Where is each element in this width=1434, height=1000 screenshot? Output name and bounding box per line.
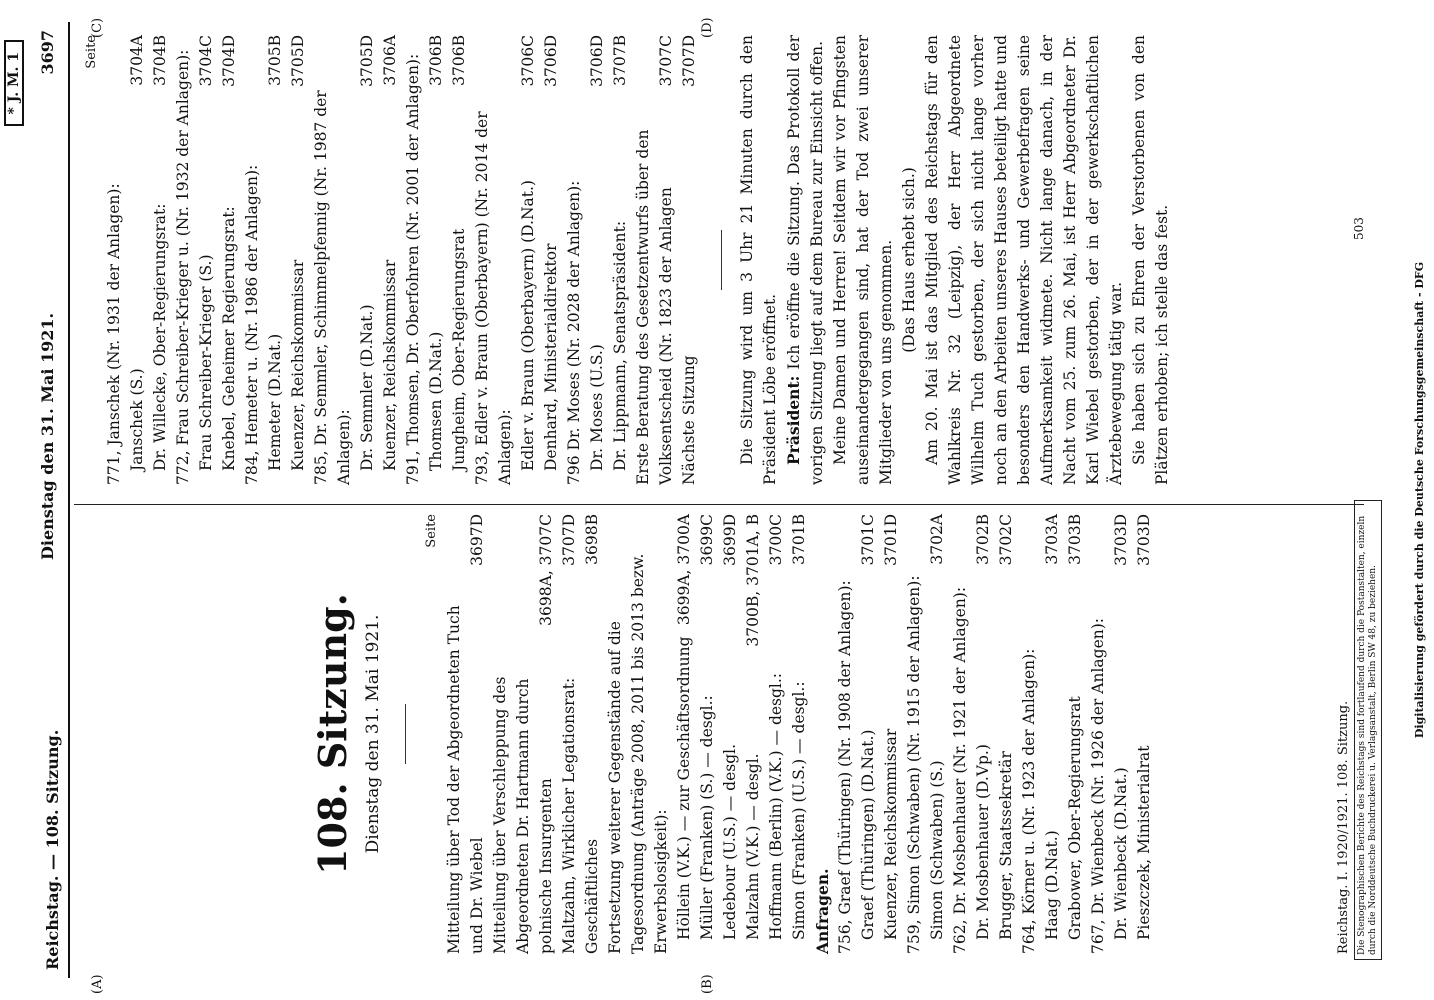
index-entry	[379, 35, 402, 485]
index-entry	[1041, 514, 1064, 954]
entry-text: Nächste Sitzung	[680, 355, 698, 485]
entry-page: 3707B	[611, 35, 629, 86]
entry-text: Thomsen (D.Nat.)	[427, 331, 445, 471]
index-entry	[926, 514, 949, 954]
entry-text: Dr. Willecke, Ober-Regierungsrat:	[151, 203, 169, 471]
index-entry	[218, 35, 241, 485]
entry-page: 3700C	[767, 514, 785, 566]
entry-text: 785, Dr. Semmler, Schimmelpfennig (Nr. 1987 der Anlagen):	[312, 90, 353, 485]
index-entry	[972, 514, 995, 954]
entry-page: 3697D	[468, 514, 486, 566]
entry-text: Erste Beratung des Gesetzentwurfs über den Volksentscheid (Nr. 1823 der Anlagen	[634, 129, 675, 485]
entry-page: 3702C	[997, 514, 1015, 566]
entry-page: 3704D	[220, 35, 238, 87]
index-entry	[788, 514, 811, 954]
entry-page: 3701D	[882, 514, 900, 566]
right-entry-list	[103, 35, 701, 485]
entry-page: 3704A	[128, 35, 146, 86]
entry-text: Edler v. Braun (Oberbayern) (D.Nat.)	[519, 180, 537, 471]
seite-label-right: Seite	[84, 35, 99, 69]
entry-text: Simon (Franken) (U.S.) — desgl.:	[790, 681, 808, 940]
column-divider	[74, 504, 1364, 505]
entry-text: Mitteilung über Tod der Abgeordneten Tuch und Dr. Wiebel	[445, 605, 486, 954]
entry-text: Malzahn (V.K.) — desgl.	[744, 753, 762, 940]
header-date: Dienstag den 31. Mai 1921.	[38, 312, 57, 560]
entry-page: 3703D	[1112, 514, 1130, 566]
entry-page: 3706B	[427, 35, 445, 86]
index-entry	[581, 514, 604, 954]
entry-page: 3707D	[680, 35, 698, 87]
entry-page: 3701B	[790, 514, 808, 565]
index-entry	[811, 514, 834, 954]
entry-text: 784, Hemeter u. (Nr. 1986 der Anlagen):	[243, 164, 261, 485]
entry-text: 793, Edler v. Braun (Oberbayern) (Nr. 2014 der Anlagen):	[473, 111, 514, 485]
entry-text: 764, Körner u. (Nr. 1923 der Anlagen):	[1020, 648, 1038, 954]
entry-text: Graef (Thüringen) (D.Nat.)	[859, 729, 877, 940]
entry-text: Pieszczek, Ministerialrat	[1135, 745, 1153, 940]
entry-page: 3699D	[721, 514, 739, 566]
library-stamp: * J. M. 1	[4, 40, 24, 126]
index-entry	[742, 514, 765, 954]
index-entry	[563, 35, 586, 485]
entry-text: Geschäftliches	[583, 838, 601, 954]
index-entry	[696, 514, 719, 954]
entry-text: Dr. Moses (U.S.)	[588, 344, 606, 471]
index-entry	[1018, 514, 1041, 954]
entry-text: Maltzahn, Wirklicher Legationsrat:	[560, 677, 578, 954]
entry-text: Frau Schreiber-Krieger (S.)	[197, 254, 215, 471]
entry-page: 3699A, 3700A	[675, 514, 693, 626]
entry-page: 3706D	[542, 35, 560, 87]
index-entry	[517, 35, 540, 485]
entry-text: Denhard, Ministerialdirektor	[542, 243, 560, 471]
entry-page: 3704B	[151, 35, 169, 86]
index-entry	[1064, 514, 1087, 954]
entry-page: 3698A, 3707C	[537, 514, 555, 626]
left-entry-list	[443, 514, 1156, 954]
index-entry	[241, 35, 264, 485]
index-entry	[471, 35, 517, 485]
speech-paragraph: Meine Damen und Herren! Seitdem wir vor Pfingsten auseinandergegangen sind, hat der Tod zwei unserer Mitglieder von uns genommen.	[831, 35, 895, 485]
entry-page: 3707C	[657, 35, 675, 87]
entry-text: Simon (Schwaben) (S.)	[928, 760, 946, 940]
entry-text: Dr. Wienbeck (D.Nat.)	[1112, 767, 1130, 940]
entry-page: 3703A	[1043, 514, 1061, 565]
entry-text: Dr. Lippmann, Senatspräsident:	[611, 220, 629, 471]
entry-page: 3701C	[859, 514, 877, 566]
entry-page: 3703D	[1135, 514, 1153, 566]
entry-text: Hemeter (D.Nat.)	[266, 333, 284, 471]
index-entry	[195, 35, 218, 485]
entry-text: Dr. Mosbenhauer (D.Vp.)	[974, 744, 992, 940]
index-entry	[1087, 514, 1110, 954]
index-entry	[765, 514, 788, 954]
right-column	[80, 35, 1174, 485]
index-entry	[834, 514, 857, 954]
index-entry	[356, 35, 379, 485]
entry-page: 3700B, 3701A, B	[744, 514, 762, 647]
margin-mark-d: (D)	[700, 17, 715, 38]
entry-text: 759, Simon (Schwaben) (Nr. 1915 der Anlagen):	[905, 575, 923, 954]
index-entry	[540, 35, 563, 485]
index-entry	[172, 35, 195, 485]
index-entry	[448, 35, 471, 485]
entry-text: Grabower, Ober-Regierungsrat	[1066, 696, 1084, 940]
index-entry	[586, 35, 609, 485]
header-left: Reichstag. — 108. Sitzung.	[42, 729, 62, 970]
margin-mark-b: (B)	[700, 974, 715, 994]
entry-text: Kuenzer, Reichskommissar	[381, 259, 399, 471]
entry-page: 3707D	[560, 514, 578, 566]
seite-label: Seite	[424, 514, 439, 548]
entry-text: Haag (D.Nat.)	[1043, 830, 1061, 940]
index-entry	[880, 514, 903, 954]
entry-text: 762, Dr. Mosbenhauer (Nr. 1921 der Anlagen):	[951, 586, 969, 954]
entry-page: 3704C	[197, 35, 215, 87]
entry-text: Dr. Semmler (D.Nat.)	[358, 304, 376, 471]
entry-page: 3706A	[381, 35, 399, 86]
index-entry	[287, 35, 310, 485]
page-number: 3697	[38, 30, 57, 75]
entry-text: Kuenzer, Reichskommissar	[882, 728, 900, 940]
entry-page: 3705B	[266, 35, 284, 86]
header-rule	[68, 22, 70, 978]
entry-text: Kuenzer, Reichskommissar	[289, 259, 307, 471]
index-entry	[425, 35, 448, 485]
entry-page: 3702B	[974, 514, 992, 565]
entry-page: 3703B	[1066, 514, 1084, 565]
entry-page: 3698B	[583, 514, 601, 565]
entry-text: Fortsetzung weiterer Gegenstände auf die Tagesordnung (Anträge 2008, 2011 bis 2013 bezw. Erwerbslosigkeit):	[606, 553, 670, 954]
entry-text: Janschek (S.)	[128, 368, 146, 471]
opening-text: Die Sitzung wird um 3 Uhr 21 Minuten durch den Präsident Löbe eröffnet.	[738, 35, 779, 485]
index-entry	[604, 514, 673, 954]
footnote-box: Die Stenographischen Berichte des Reichstags sind fortlaufend durch die Postanstalten, einzeln durch die Norddeutsche Buchdruckerei u. Verlagsanstalt, Berlin SW 48, zu beziehen.	[1354, 500, 1382, 960]
index-entry	[632, 35, 678, 485]
speech-paragraph: Ich eröffne die Sitzung. Das Protokoll der vorigen Sitzung liegt auf dem Bureau zur Einsicht offen.	[785, 34, 826, 485]
index-entry	[857, 514, 880, 954]
page-header	[38, 30, 66, 970]
speaker-label: Präsident:	[784, 375, 803, 465]
footer-note: Reichstag. I. 1920/1921. 108. Sitzung.	[1336, 700, 1351, 954]
index-entry	[149, 35, 172, 485]
entry-text: Ledebour (U.S.) — desgl.	[721, 744, 739, 940]
entry-text: Anfragen.	[813, 868, 832, 954]
index-entry	[609, 35, 632, 485]
entry-text: Knebel, Geheimer Regierungsrat:	[220, 206, 238, 471]
entry-text: 772, Frau Schreiber-Krieger u. (Nr. 1932 der Anlagen):	[174, 49, 192, 485]
index-entry	[126, 35, 149, 485]
index-entry	[719, 514, 742, 954]
entry-text: 767, Dr. Wienbeck (Nr. 1926 der Anlagen):	[1089, 618, 1107, 954]
entry-text: Höllein (V.K.) — zur Geschäftsordnung	[675, 636, 693, 940]
bottom-page-number: 503	[1352, 217, 1366, 240]
index-entry	[443, 514, 489, 954]
entry-text: Jungheim, Ober-Regierungsrat	[450, 228, 468, 471]
entry-text: 791, Thomsen, Dr. Oberfohren (Nr. 2001 der Anlagen):	[404, 53, 422, 485]
session-title: 108. Sitzung.	[310, 593, 355, 875]
speech-paragraph: Am 20. Mai ist das Mitglied des Reichstags für den Wahlkreis Nr. 32 (Leipzig), der Herr Abgeordnete Wilhelm Tuch gestorben, der sich nicht lange vorher noch an den Arbeiten unseres Hauses beteiligt hatte und besonders den Handwerks- und Gewerbefragen seine Aufmerksamkeit widmete. Nicht lange danach, in der Nacht vom 25. zum 26. Mai, ist Herr Abgeordneter Dr. Karl Wiebel gestorben, der in der gewerkschaftlichen Ärztebewegung tätig war.	[923, 35, 1125, 485]
speech-paragraph: Sie haben sich zu Ehren der Verstorbenen von den Plätzen erhoben; ich stelle das fest.	[1130, 35, 1171, 485]
entry-text: 771, Janschek (Nr. 1931 der Anlagen):	[105, 183, 123, 485]
entry-text: 796 Dr. Moses (Nr. 2028 der Anlagen):	[565, 180, 583, 485]
entry-page: 3699C	[698, 514, 716, 566]
index-entry	[489, 514, 558, 954]
entry-page: 3706D	[588, 35, 606, 87]
index-entry	[1110, 514, 1133, 954]
session-date: Dienstag den 31. Mai 1921.	[363, 614, 383, 854]
entry-page: 3705D	[289, 35, 307, 87]
margin-mark-c: (C)	[90, 17, 105, 38]
index-entry	[995, 514, 1018, 954]
entry-text: Hoffmann (Berlin) (V.K.) — desgl.:	[767, 672, 785, 940]
index-entry	[678, 35, 701, 485]
dfg-credit: Digitalisierung gefördert durch die Deutsche Forschungsgemeinschaft - DFG	[1413, 261, 1426, 739]
entry-text: Mitteilung über Verschleppung des Abgeordneten Dr. Hartmann durch polnische Insurgenten	[491, 676, 555, 954]
index-entry	[402, 35, 425, 485]
index-entry	[310, 35, 356, 485]
entry-page: 3702A	[928, 514, 946, 565]
entry-page: 3705D	[358, 35, 376, 87]
entry-page: 3706B	[450, 35, 468, 86]
entry-page: 3706C	[519, 35, 537, 87]
left-column	[80, 514, 1156, 954]
margin-mark-a: (A)	[90, 974, 105, 994]
index-entry	[903, 514, 926, 954]
index-entry	[673, 514, 696, 954]
title-rule	[405, 704, 406, 764]
entry-text: 756, Graef (Thüringen) (Nr. 1908 der Anlagen):	[836, 580, 854, 954]
index-entry	[264, 35, 287, 485]
section-rule	[721, 230, 722, 290]
index-entry	[949, 514, 972, 954]
index-entry	[103, 35, 126, 485]
entry-text: Müller (Franken) (S.) — desgl.:	[698, 695, 716, 940]
stage-direction: (Das Haus erhebt sich.)	[900, 167, 918, 353]
index-entry	[1133, 514, 1156, 954]
index-entry	[558, 514, 581, 954]
entry-text: Brugger, Staatssekretär	[997, 751, 1015, 940]
